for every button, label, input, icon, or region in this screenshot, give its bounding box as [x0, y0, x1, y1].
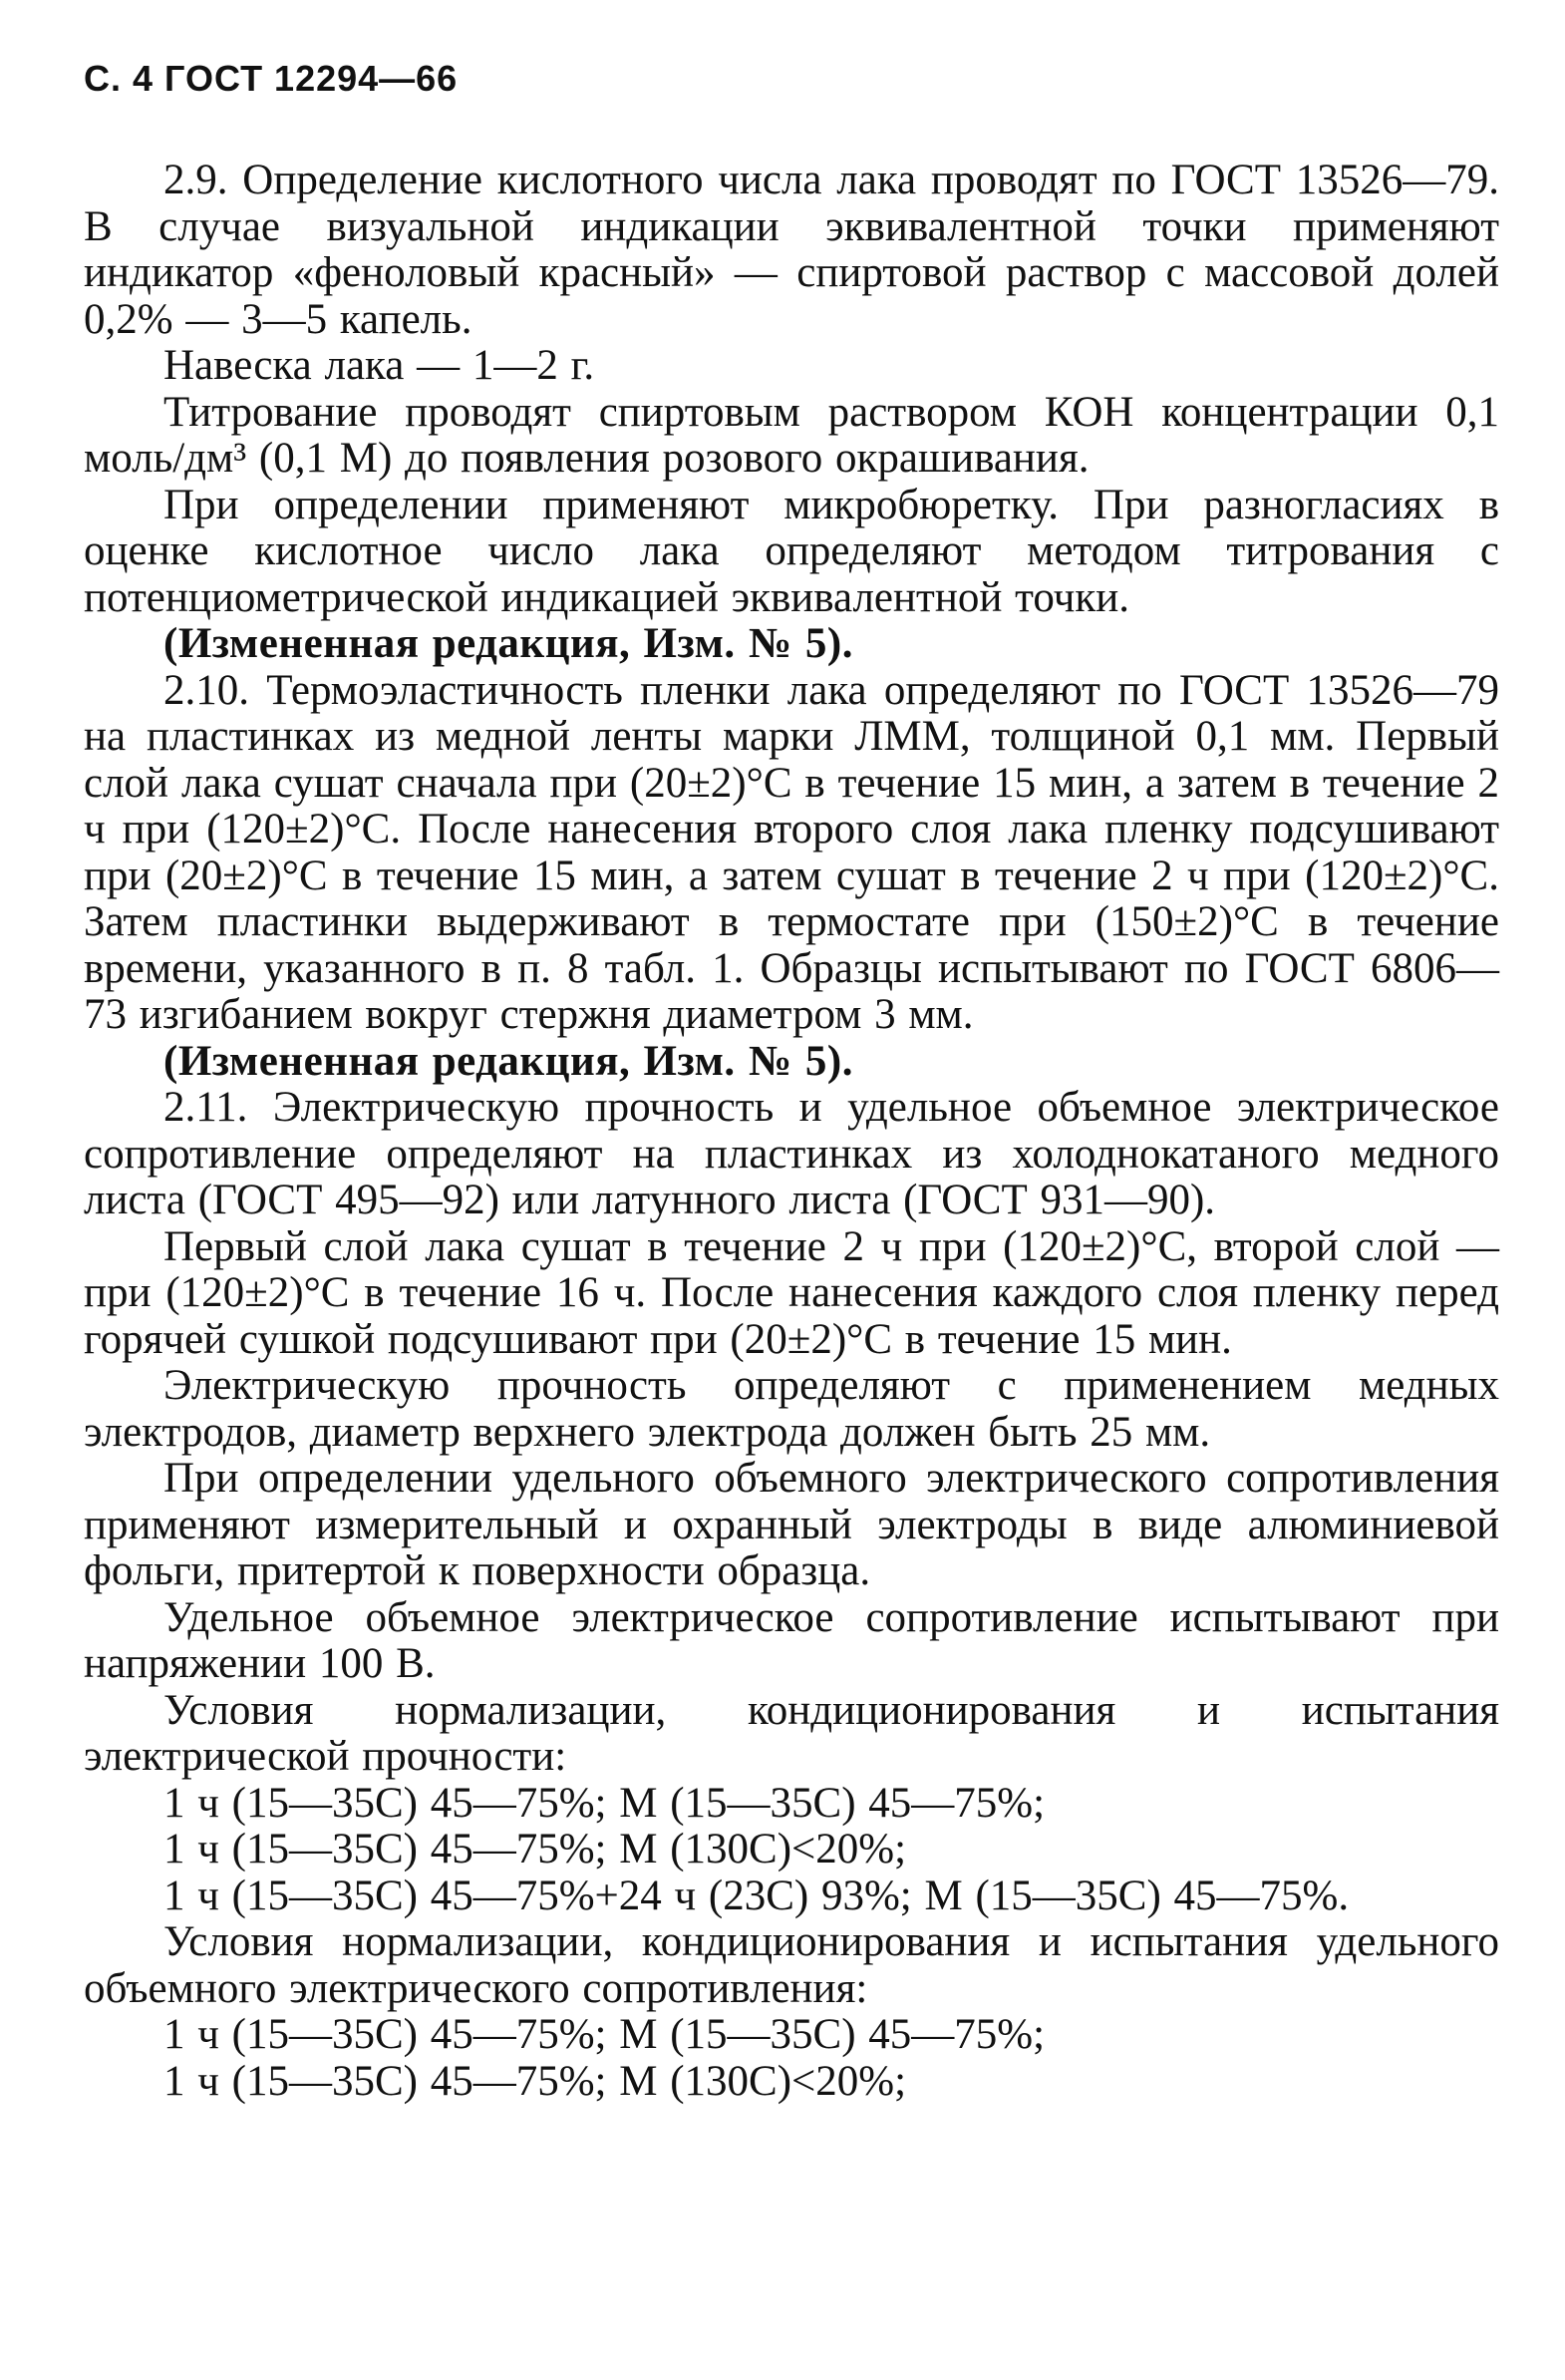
paragraph: 1 ч (15—35С) 45—75%; М (15—35С) 45—75%;: [163, 2011, 1046, 2058]
paragraph: 1 ч (15—35С) 45—75%+24 ч (23С) 93%; М (15—35С) 45—75%.: [163, 1871, 1350, 1919]
paragraph: 2.11. Электрическую прочность и удельное объемное электрическое сопротивление определяют на пластинках из холоднокатаного медного листа (ГОСТ 495—92) или латунного листа (ГОСТ 931—90).: [84, 1084, 1499, 1223]
paragraph: При определении применяют микробюретку. При разногласиях в оценке кислотное число лака определяют методом титрования с потенциометрической индикацией эквивалентной точки.: [84, 481, 1499, 621]
paragraph: При определении удельного объемного электрического сопротивления применяют измерительный и охранный электроды в виде алюминиевой фольги, притертой к поверхности образца.: [84, 1455, 1499, 1594]
amendment-note: (Измененная редакция, Изм. № 5).: [163, 1037, 853, 1085]
amendment-note: (Измененная редакция, Изм. № 5).: [163, 620, 853, 667]
paragraph: 2.9. Определение кислотного числа лака проводят по ГОСТ 13526—79. В случае визуальной индикации эквивалентной точки применяют индикатор «феноловый красный» — спиртовой раствор с массовой долей 0,2% — 3—5 капель.: [84, 157, 1499, 343]
page-header: С. 4 ГОСТ 12294—66: [84, 58, 459, 99]
paragraph: 1 ч (15—35С) 45—75%; М (130С)<20%;: [163, 2057, 907, 2105]
paragraph: Удельное объемное электрическое сопротивление испытывают при напряжении 100 В.: [84, 1593, 1499, 1687]
paragraph: Условия нормализации, кондиционирования и испытания удельного объемного электрического сопротивления:: [84, 1918, 1499, 2012]
paragraph: 2.10. Термоэластичность пленки лака определяют по ГОСТ 13526—79 на пластинках из медной ленты марки ЛММ, толщиной 0,1 мм. Первый слой лака сушат сначала при (20±2)°С в течение 15 мин, а затем в течение 2 ч при (120±2)°С. После нанесения второго слоя лака пленку подсушивают при (20±2)°С в течение 15 мин, а затем сушат в течение 2 ч при (120±2)°С. Затем пластинки выдерживают в термостате при (150±2)°С в течение времени, указанного в п. 8 табл. 1. Образцы испытывают по ГОСТ 6806—73 изгибанием вокруг стержня диаметром 3 мм.: [84, 666, 1499, 1038]
paragraph: 1 ч (15—35С) 45—75%; М (130С)<20%;: [163, 1826, 907, 1872]
paragraph: Навеска лака — 1—2 г.: [163, 342, 595, 389]
document-body: [84, 158, 1499, 2105]
paragraph: Электрическую прочность определяют с применением медных электродов, диаметр верхнего электрода должен быть 25 мм.: [84, 1362, 1499, 1456]
document-page: [84, 58, 1499, 2105]
paragraph: Титрование проводят спиртовым раствором КОН концентрации 0,1 моль/дм³ (0,1 М) до появления розового окрашивания.: [84, 388, 1499, 482]
paragraph: 1 ч (15—35С) 45—75%; М (15—35С) 45—75%;: [163, 1779, 1046, 1827]
paragraph: Первый слой лака сушат в течение 2 ч при (120±2)°С, второй слой — при (120±2)°С в течение 16 ч. После нанесения каждого слоя пленку перед горячей сушкой подсушивают при (20±2)°С в течение 15 мин.: [84, 1222, 1499, 1363]
paragraph: Условия нормализации, кондиционирования и испытания электрической прочности:: [84, 1686, 1499, 1780]
